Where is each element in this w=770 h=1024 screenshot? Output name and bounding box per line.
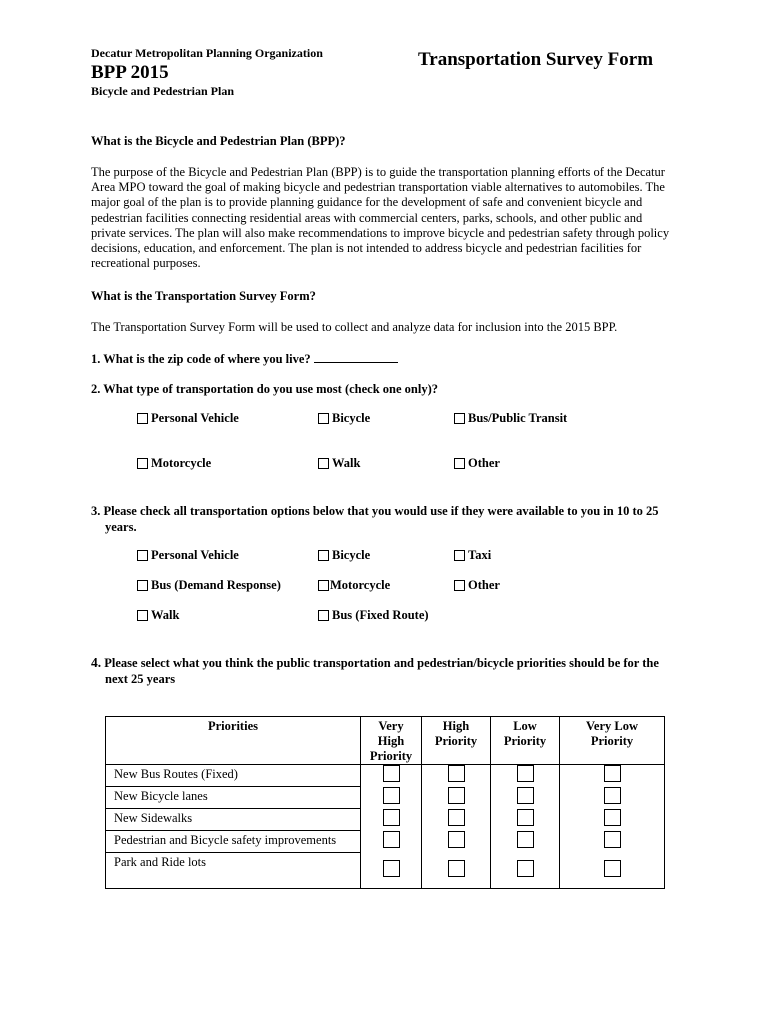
checkbox-icon[interactable] bbox=[383, 860, 400, 877]
checkbox-icon[interactable] bbox=[383, 809, 400, 826]
plan-name: Bicycle and Pedestrian Plan bbox=[91, 84, 234, 98]
checkbox-icon[interactable] bbox=[137, 458, 148, 469]
col-very-high-line: Priority bbox=[369, 749, 413, 763]
q2-option[interactable] bbox=[318, 456, 361, 471]
plan-code: BPP 2015 bbox=[91, 62, 169, 83]
table-row bbox=[106, 809, 665, 831]
col-very-high bbox=[361, 717, 422, 765]
checkbox-icon[interactable] bbox=[454, 550, 465, 561]
checkbox-icon[interactable] bbox=[318, 580, 329, 591]
question-4-number: 4. bbox=[91, 655, 102, 670]
col-very-low bbox=[560, 717, 665, 765]
checkbox-icon[interactable] bbox=[517, 765, 534, 782]
cell bbox=[422, 809, 491, 831]
checkbox-icon[interactable] bbox=[137, 580, 148, 591]
table-row bbox=[106, 853, 665, 889]
q2-option[interactable] bbox=[318, 411, 370, 426]
cell bbox=[422, 853, 491, 889]
col-low bbox=[491, 717, 560, 765]
row-label: New Bus Routes (Fixed) bbox=[106, 765, 361, 787]
cell bbox=[361, 831, 422, 853]
cell bbox=[361, 765, 422, 787]
table-row bbox=[106, 765, 665, 787]
priorities-table bbox=[105, 716, 665, 889]
checkbox-icon[interactable] bbox=[517, 809, 534, 826]
cell bbox=[491, 853, 560, 889]
question-4-line2: next 25 years bbox=[105, 671, 176, 686]
col-very-low-line: Very Low bbox=[586, 719, 638, 733]
cell bbox=[560, 765, 665, 787]
zip-code-field[interactable] bbox=[314, 352, 398, 363]
q3-option-label: Personal Vehicle bbox=[151, 548, 239, 562]
col-very-low-line: Priority bbox=[590, 734, 634, 748]
q2-option-label: Motorcycle bbox=[151, 456, 212, 470]
bpp-line: decisions, education, and enforcement. The plan is not intended to address bicycle and pedestrian facilities for bbox=[91, 241, 642, 256]
checkbox-icon[interactable] bbox=[383, 831, 400, 848]
q3-option-label: Motorcycle bbox=[330, 578, 391, 592]
question-3-line: 3. Please check all transportation options below that you would use if they were available to you in 10 to 25 bbox=[91, 504, 659, 518]
question-3-line: years. bbox=[105, 519, 137, 534]
q2-option-label: Bus/Public Transit bbox=[468, 411, 568, 425]
bpp-line: pedestrian facilities connecting residential areas with commercial centers, parks, schools, and other public and bbox=[91, 210, 643, 225]
q3-option[interactable] bbox=[318, 578, 390, 593]
q3-option-label: Bus (Fixed Route) bbox=[332, 608, 429, 622]
bpp-line: major goal of the plan is to provide planning guidance for the development of safe and convenient bicycle and bbox=[91, 195, 643, 210]
cell bbox=[560, 787, 665, 809]
q3-option[interactable] bbox=[454, 548, 491, 563]
checkbox-icon[interactable] bbox=[137, 610, 148, 621]
q2-option-label: Personal Vehicle bbox=[151, 411, 239, 425]
question-2-text: 2. What type of transportation do you use most (check one only)? bbox=[91, 382, 438, 396]
q3-option[interactable] bbox=[318, 608, 429, 623]
cell bbox=[422, 787, 491, 809]
form-heading: What is the Transportation Survey Form? bbox=[91, 289, 316, 303]
bpp-line: private services. The plan will also make recommendations to improve bicycle and pedestrian safety through policy bbox=[91, 225, 670, 240]
col-high-line: High bbox=[442, 719, 470, 733]
row-label: New Bicycle lanes bbox=[106, 787, 361, 809]
cell bbox=[422, 831, 491, 853]
q2-option[interactable] bbox=[454, 411, 567, 426]
organization-name: Decatur Metropolitan Planning Organization bbox=[91, 46, 323, 60]
checkbox-icon[interactable] bbox=[448, 787, 465, 804]
cell bbox=[361, 809, 422, 831]
col-very-high-line: Very bbox=[378, 719, 404, 733]
bpp-paragraph bbox=[91, 165, 691, 271]
checkbox-icon[interactable] bbox=[318, 413, 329, 424]
checkbox-icon[interactable] bbox=[448, 765, 465, 782]
q3-option-label: Bus (Demand Response) bbox=[151, 578, 281, 592]
cell bbox=[491, 809, 560, 831]
bpp-heading: What is the Bicycle and Pedestrian Plan (BPP)? bbox=[91, 134, 346, 148]
cell bbox=[491, 787, 560, 809]
checkbox-icon[interactable] bbox=[318, 610, 329, 621]
q2-option[interactable] bbox=[137, 456, 211, 471]
checkbox-icon[interactable] bbox=[604, 765, 621, 782]
bpp-line: The purpose of the Bicycle and Pedestrian Plan (BPP) is to guide the transportation planning efforts of the Decatur bbox=[91, 165, 665, 179]
table-header-row bbox=[106, 717, 665, 765]
q2-option-label: Other bbox=[468, 456, 500, 470]
col-low-line: Priority bbox=[503, 734, 547, 748]
col-high-line: Priority bbox=[434, 734, 478, 748]
question-4-line1: Please select what you think the public transportation and pedestrian/bicycle priorities should be for the bbox=[104, 656, 659, 670]
form-text: The Transportation Survey Form will be used to collect and analyze data for inclusion into the 2015 BPP. bbox=[91, 320, 618, 334]
question-4 bbox=[91, 655, 681, 687]
q3-option-label: Other bbox=[468, 578, 500, 592]
row-label: New Sidewalks bbox=[106, 809, 361, 831]
bpp-line: recreational purposes. bbox=[91, 256, 201, 271]
checkbox-icon[interactable] bbox=[383, 765, 400, 782]
q2-option-label: Walk bbox=[332, 456, 361, 470]
form-title: Transportation Survey Form bbox=[418, 49, 654, 70]
checkbox-icon[interactable] bbox=[604, 809, 621, 826]
checkbox-icon[interactable] bbox=[318, 458, 329, 469]
question-4-line bbox=[91, 655, 681, 672]
q2-option-label: Bicycle bbox=[332, 411, 371, 425]
cell bbox=[491, 831, 560, 853]
row-label: Pedestrian and Bicycle safety improvements bbox=[106, 831, 361, 853]
checkbox-icon[interactable] bbox=[318, 550, 329, 561]
checkbox-icon[interactable] bbox=[454, 413, 465, 424]
q3-option[interactable] bbox=[318, 548, 370, 563]
bpp-line: Area MPO toward the goal of making bicycle and pedestrian transportation viable alternatives to automobiles. The bbox=[91, 180, 665, 195]
checkbox-icon[interactable] bbox=[517, 860, 534, 877]
q3-option[interactable] bbox=[137, 578, 281, 593]
cell bbox=[361, 787, 422, 809]
checkbox-icon[interactable] bbox=[137, 550, 148, 561]
row-label: Park and Ride lots bbox=[106, 853, 361, 889]
q3-option[interactable] bbox=[454, 578, 500, 593]
q3-option-label: Bicycle bbox=[332, 548, 371, 562]
question-3 bbox=[91, 504, 681, 535]
checkbox-icon[interactable] bbox=[517, 787, 534, 804]
checkbox-icon[interactable] bbox=[448, 809, 465, 826]
q3-option[interactable] bbox=[137, 608, 180, 623]
cell bbox=[361, 853, 422, 889]
q3-option-label: Walk bbox=[151, 608, 180, 622]
q2-option[interactable] bbox=[137, 411, 239, 426]
cell bbox=[560, 809, 665, 831]
q3-option-label: Taxi bbox=[468, 548, 492, 562]
checkbox-icon[interactable] bbox=[137, 413, 148, 424]
table-row bbox=[106, 831, 665, 853]
checkbox-icon[interactable] bbox=[517, 831, 534, 848]
checkbox-icon[interactable] bbox=[604, 860, 621, 877]
col-priorities: Priorities bbox=[106, 717, 361, 765]
checkbox-icon[interactable] bbox=[604, 787, 621, 804]
checkbox-icon[interactable] bbox=[454, 580, 465, 591]
table-row bbox=[106, 787, 665, 809]
cell bbox=[560, 853, 665, 889]
col-very-high-line: High bbox=[377, 734, 405, 748]
checkbox-icon[interactable] bbox=[454, 458, 465, 469]
question-1-text: 1. What is the zip code of where you live? bbox=[91, 352, 311, 366]
cell bbox=[422, 765, 491, 787]
checkbox-icon[interactable] bbox=[383, 787, 400, 804]
cell bbox=[560, 831, 665, 853]
checkbox-icon[interactable] bbox=[448, 860, 465, 877]
cell bbox=[491, 765, 560, 787]
q2-option[interactable] bbox=[454, 456, 500, 471]
checkbox-icon[interactable] bbox=[448, 831, 465, 848]
question-1 bbox=[91, 352, 681, 368]
q3-option[interactable] bbox=[137, 548, 239, 563]
checkbox-icon[interactable] bbox=[604, 831, 621, 848]
col-high bbox=[422, 717, 491, 765]
col-low-line: Low bbox=[513, 719, 537, 733]
